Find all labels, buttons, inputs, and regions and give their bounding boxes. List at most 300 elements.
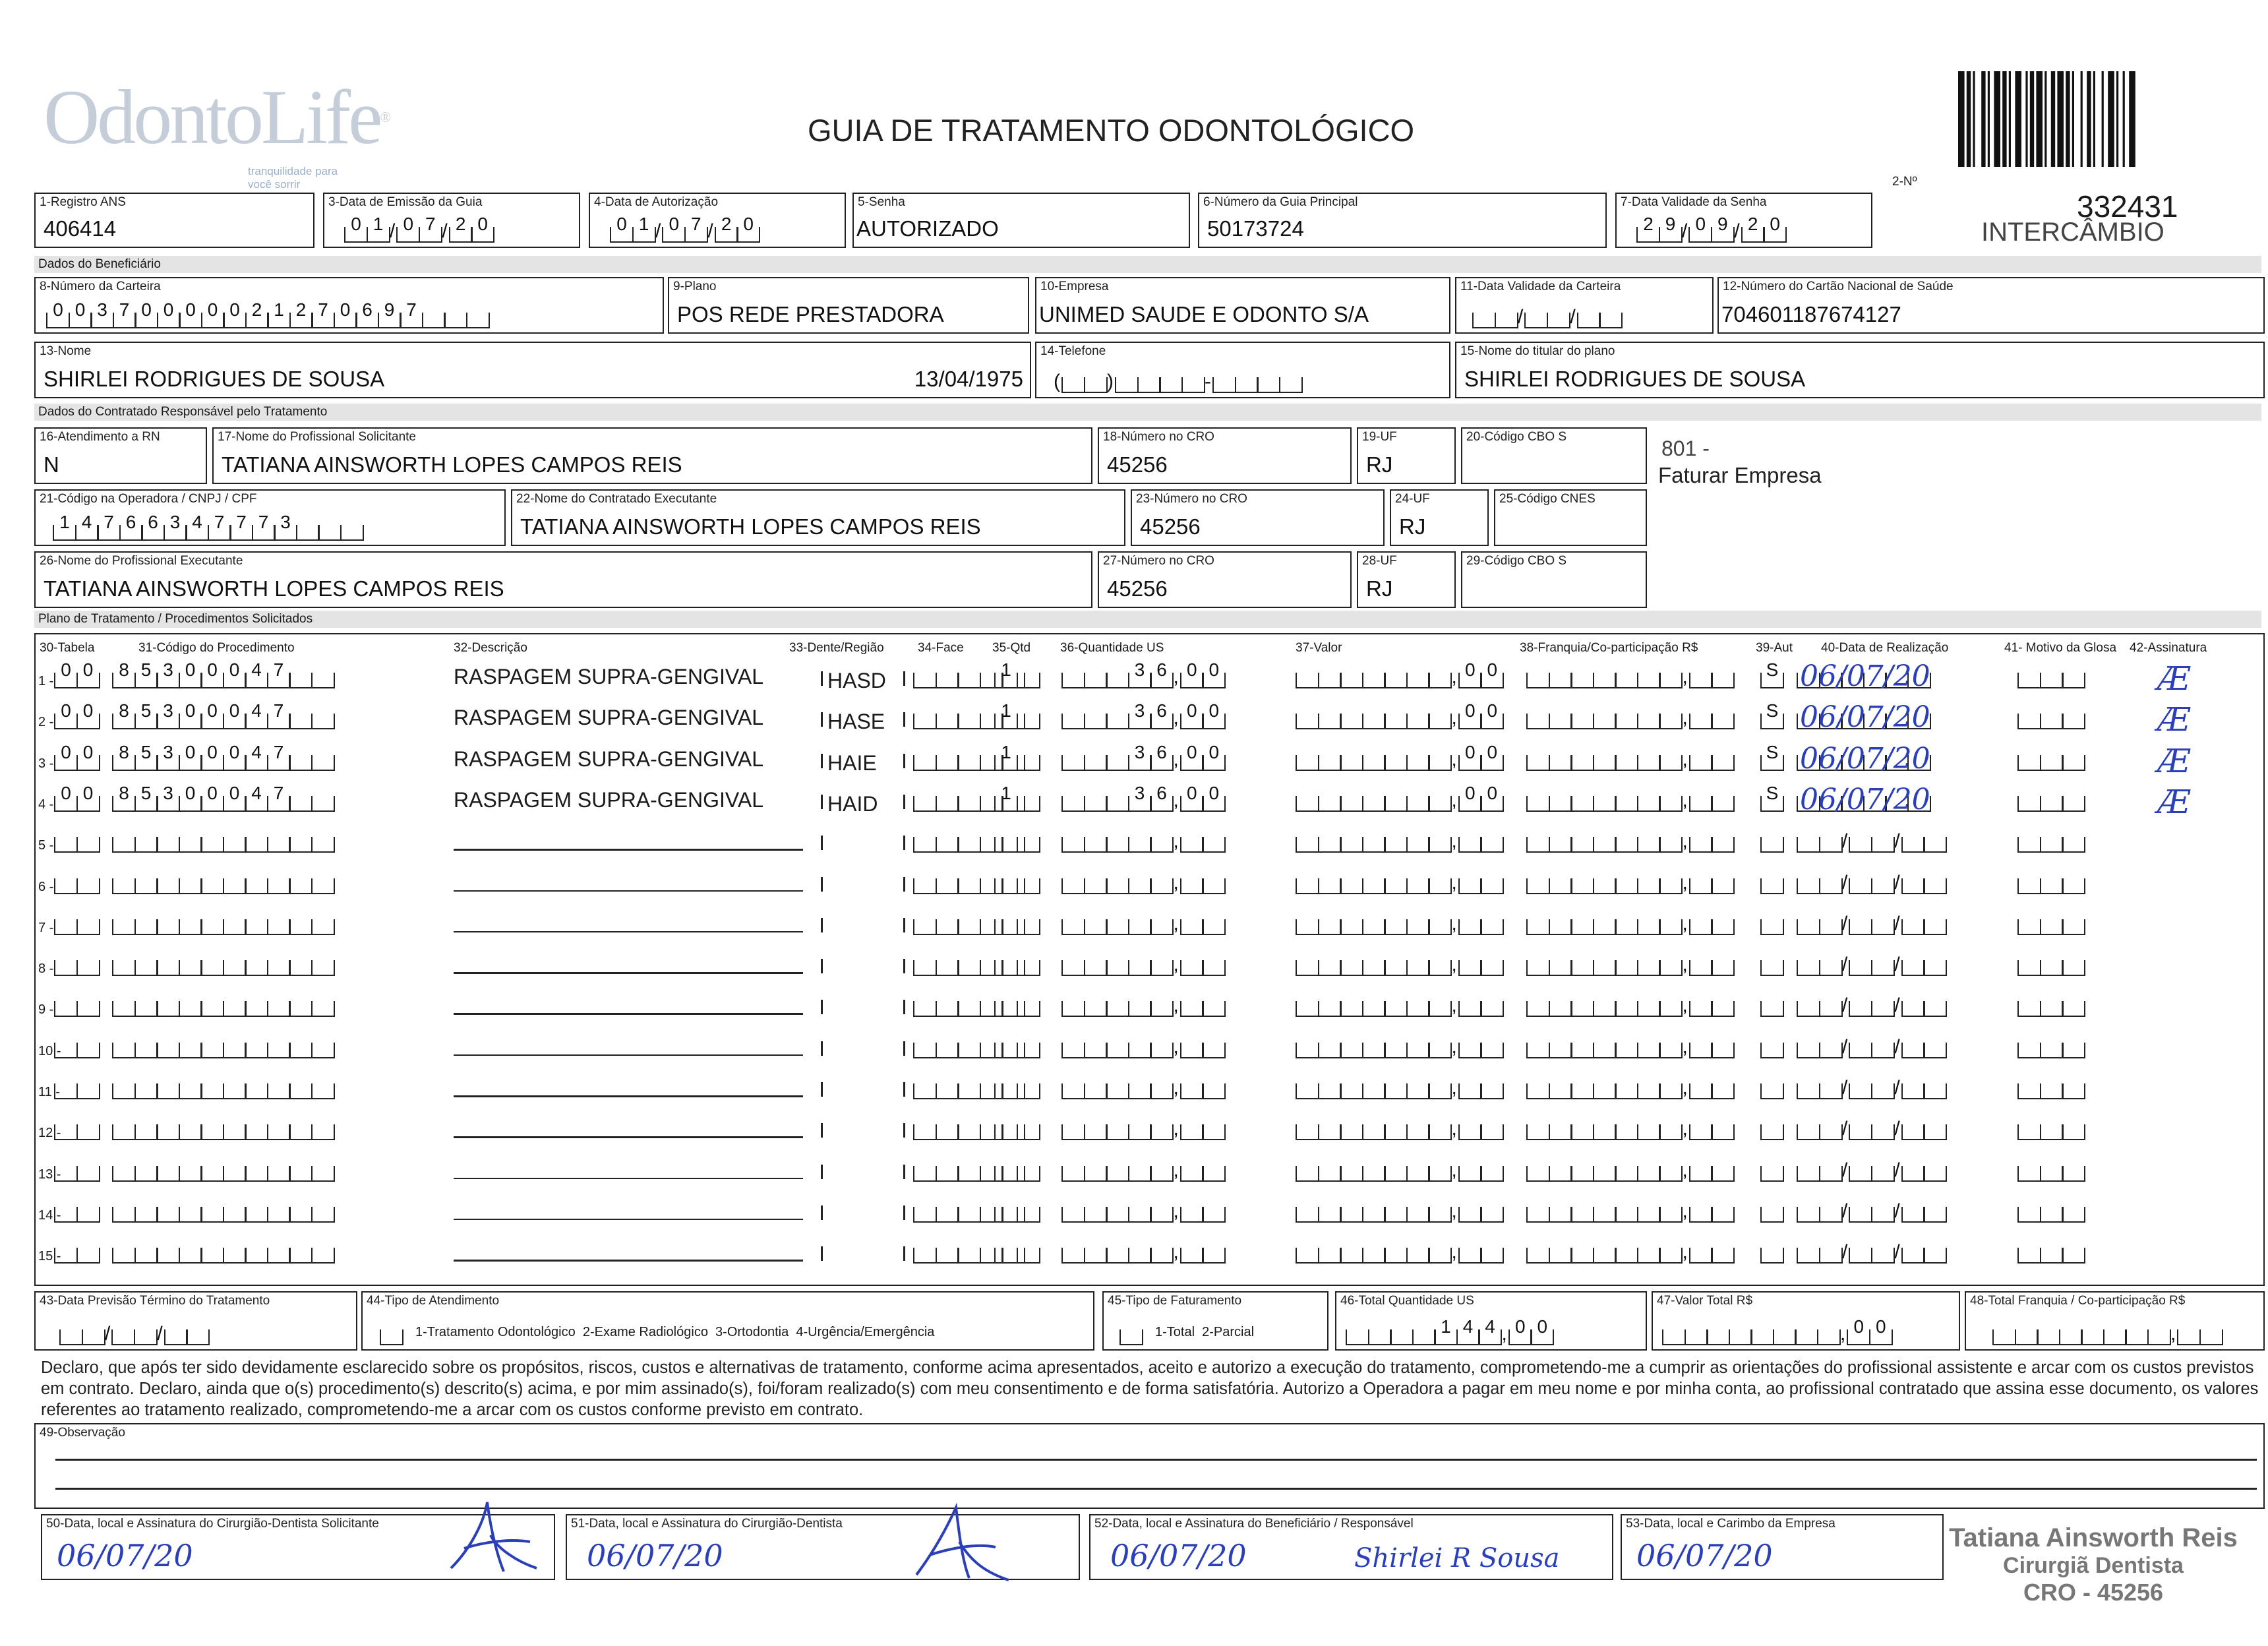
digit-cell (179, 1166, 202, 1182)
qtd-cells (994, 700, 1038, 729)
digit-cell (267, 1207, 291, 1223)
digit-cell: 7 (267, 755, 291, 771)
digit-cell (1017, 1083, 1040, 1099)
barcode-bar (2123, 71, 2125, 167)
digit-cell (1128, 1248, 1152, 1264)
digit-cell (76, 919, 100, 935)
digit-cell (1549, 1207, 1572, 1223)
data-cells: / / (1797, 1114, 1946, 1140)
digit-cell (54, 960, 78, 976)
digit-cell: 0 (76, 796, 100, 812)
digit-cell (1615, 755, 1638, 771)
digit-cell (2040, 1083, 2064, 1099)
tooth-region: HAIE (827, 750, 877, 775)
digit-cell (2017, 1124, 2041, 1140)
digit-cell (1923, 919, 1947, 935)
digit-cell (1180, 1001, 1204, 1017)
digit-cell (1340, 837, 1363, 853)
digit-cell: 7 (400, 313, 423, 328)
digit-cell: 0 (1847, 1329, 1870, 1345)
realization-date: 06/07/20 (1800, 700, 1930, 735)
qtd-cells (994, 868, 1038, 894)
digit-cell (1593, 919, 1617, 935)
franquia-cells: , (1526, 1073, 1733, 1099)
digit-cell (1760, 1248, 1784, 1264)
label: 43-Data Previsão Término do Tratamento (40, 1294, 270, 1308)
aut-cells (1760, 991, 1783, 1017)
digit-cell (179, 1001, 202, 1017)
beneficiary-signature: Shirlei R Sousa (1354, 1543, 1560, 1573)
header-valor: 37-Valor (1296, 641, 1342, 655)
codigo-cells (112, 991, 333, 1017)
barcode-bar (1958, 71, 1965, 167)
digit-cell (1296, 1124, 1319, 1140)
guide-number: 332431 (2077, 189, 2178, 224)
digit-cell (311, 1043, 335, 1058)
glosa-cells (2017, 909, 2084, 935)
procedure-description: RASPAGEM SUPRA-GENGIVAL (454, 747, 764, 771)
digit-cell: 6 (1150, 755, 1174, 771)
digit-cell (76, 1124, 100, 1140)
signature-mark: Æ (2157, 741, 2191, 780)
qtd-us-cells: , (1061, 950, 1224, 976)
valor-cells: , (1296, 1237, 1503, 1264)
digit-cell (1923, 1083, 1947, 1099)
digit-cell: 0 (223, 755, 247, 771)
digit-cell (200, 1043, 224, 1058)
digit-cell (223, 1207, 247, 1223)
digit-cell (1017, 960, 1040, 976)
digit-cell (200, 837, 224, 853)
digit-cell (1318, 796, 1342, 812)
digit-cell (1549, 673, 1572, 688)
digit-cell (1549, 919, 1572, 935)
aut-cells (1760, 659, 1783, 688)
digit-cell (289, 1207, 313, 1223)
digit-cell (1615, 919, 1638, 935)
digit-cell (1689, 755, 1713, 771)
field-empresa (1035, 277, 1450, 334)
digit-cell: 0 (1202, 796, 1226, 812)
digit-cell (913, 1166, 937, 1182)
digit-cell (2040, 1207, 2064, 1223)
digit-cell (289, 714, 313, 729)
label: 24-UF (1395, 492, 1430, 506)
tick (903, 1082, 905, 1097)
digit-cell (1340, 714, 1363, 729)
digit-cell (1202, 1248, 1226, 1264)
digit-cell (1711, 673, 1735, 688)
row-number: 6 - (38, 879, 54, 894)
digit-cell (1549, 960, 1572, 976)
digit-cell: 2 (1741, 227, 1765, 243)
tabela-cells (54, 1114, 98, 1140)
digit-cell (54, 1248, 78, 1264)
digit-cell (1202, 1043, 1226, 1058)
digit-cell (1458, 1124, 1482, 1140)
digit-cell (1406, 1207, 1430, 1223)
label: 17-Nome do Profissional Solicitante (218, 430, 416, 444)
field-validade-senha (1615, 193, 1872, 248)
digit-cell (1318, 714, 1342, 729)
label: 4-Data de Autorização (594, 195, 719, 209)
qtd-cells (994, 659, 1038, 688)
digit-cell (1362, 1207, 1386, 1223)
digit-cell (1384, 673, 1408, 688)
digit-cell: 0 (54, 796, 78, 812)
digit-cell (380, 1329, 403, 1345)
qtd-us-cells: , (1061, 1114, 1224, 1140)
digit-cell (2017, 837, 2041, 853)
digit-cell (1362, 1001, 1386, 1017)
digit-cell (134, 960, 158, 976)
tooth-region: HASE (827, 710, 885, 734)
digit-cell (1760, 837, 1784, 853)
row-number: 11 - (38, 1085, 60, 1099)
digit-cell (1318, 1248, 1342, 1264)
digit-cell: 1 (994, 673, 1018, 688)
digit-cell: 0 (54, 673, 78, 688)
digit-cell (1150, 1043, 1174, 1058)
digit-cell (223, 837, 247, 853)
digit-cell (1901, 1083, 1925, 1099)
digit-cell (1689, 1166, 1713, 1182)
digit-cell (267, 878, 291, 894)
digit-cell (913, 1248, 937, 1264)
tick (903, 918, 905, 932)
qtd-us-cells: , (1061, 826, 1224, 853)
digit-cell (957, 755, 981, 771)
digit-cell (1711, 1207, 1735, 1223)
digit-cell (1340, 755, 1363, 771)
field-contratado-executante (511, 489, 1125, 546)
digit-cell (2017, 796, 2041, 812)
digit-cell (1570, 755, 1594, 771)
signature-date: 06/07/20 (587, 1538, 723, 1573)
digit-cell (1137, 377, 1161, 393)
label: 45-Tipo de Faturamento (1108, 1294, 1242, 1308)
digit-cell (112, 878, 136, 894)
digit-cell (2040, 796, 2064, 812)
digit-cell (1106, 755, 1129, 771)
valor-cells: , (1296, 1073, 1503, 1099)
digit-cell (289, 1083, 313, 1099)
label: 51-Data, local e Assinatura do Cirurgião-Dentista (571, 1517, 843, 1531)
digit-cell (1106, 673, 1129, 688)
digit-cell (936, 1248, 959, 1264)
digit-cell (1819, 1083, 1843, 1099)
digit-cell (1061, 1166, 1085, 1182)
digit-cell (1362, 960, 1386, 976)
digit-cell (1593, 755, 1617, 771)
digit-cell (2017, 1166, 2041, 1182)
digit-cell (1549, 796, 1572, 812)
digit-cell (1202, 960, 1226, 976)
digit-cell (1615, 1166, 1638, 1182)
digit-cell (1797, 837, 1820, 853)
digit-cell (1384, 796, 1408, 812)
data-cells: / / (1797, 1032, 1946, 1058)
birth-date: 13/04/1975 (914, 367, 1023, 391)
digit-cell (1406, 1166, 1430, 1182)
digit-cell (76, 1043, 100, 1058)
digit-cell (1106, 1124, 1129, 1140)
digit-cell (1570, 1248, 1594, 1264)
digit-cell (1128, 837, 1152, 853)
digit-cell (2017, 1001, 2041, 1017)
tick (821, 1205, 823, 1220)
digit-cell (82, 1329, 105, 1345)
digit-cell (936, 796, 959, 812)
digit-cell (1061, 714, 1085, 729)
codigo-cells (112, 1237, 333, 1264)
digit-cell (994, 1166, 1018, 1182)
digit-cell (1428, 1248, 1452, 1264)
digit-cell (1526, 1001, 1550, 1017)
digit-cell (112, 1166, 136, 1182)
glosa-cells (2017, 991, 2084, 1017)
digit-cell: S (1760, 796, 1784, 812)
digit-cell (1202, 1001, 1226, 1017)
digit-cell (245, 1207, 268, 1223)
digit-cell (994, 1248, 1018, 1264)
label: 9-Plano (673, 280, 717, 293)
digit-cell (2017, 878, 2041, 894)
franquia-cells: , (1526, 745, 1733, 771)
digit-cell: 7 (252, 525, 276, 541)
digit-cell (1992, 1329, 2016, 1345)
digit-cell: 4 (1478, 1329, 1502, 1345)
digit-cell (1659, 1207, 1683, 1223)
field-total-franquia (1965, 1291, 2265, 1351)
digit-cell (1659, 1083, 1683, 1099)
digit-cell (1570, 796, 1594, 812)
digit-cell (1711, 1124, 1735, 1140)
digit-cell (1318, 1166, 1342, 1182)
label: 49-Observação (40, 1426, 125, 1440)
field-cro-27 (1098, 551, 1352, 608)
total-us-cells: 1 4 4 , 0 0 (1346, 1319, 1553, 1345)
digit-cell: 2 (1636, 227, 1660, 243)
digit-cell (200, 1248, 224, 1264)
digit-cell (1279, 377, 1303, 393)
digit-cell (2062, 796, 2085, 812)
digit-cell (112, 1124, 136, 1140)
digit-cell (1150, 1083, 1174, 1099)
digit-cell: 7 (113, 313, 136, 328)
digit-cell (1659, 878, 1683, 894)
digit-cell: 0 (76, 755, 100, 771)
digit-cell (1061, 796, 1085, 812)
codigo-cells (112, 909, 333, 935)
digit-cell (179, 1207, 202, 1223)
digit-cell (1615, 714, 1638, 729)
digit-cell (1524, 313, 1548, 328)
digit-cell (1615, 878, 1638, 894)
digit-cell (267, 1166, 291, 1182)
digit-cell (1428, 919, 1452, 935)
field-total-us (1335, 1291, 1647, 1351)
digit-cell (1428, 1124, 1452, 1140)
digit-cell (1106, 1001, 1129, 1017)
digit-cell (134, 919, 158, 935)
codigo-cells (112, 741, 333, 771)
form-title: GUIA DE TRATAMENTO ODONTOLÓGICO (808, 113, 1415, 148)
digit-cell (1689, 796, 1713, 812)
digit-cell: S (1760, 755, 1784, 771)
digit-cell (1637, 796, 1661, 812)
digit-cell (957, 919, 981, 935)
digit-cell (1128, 960, 1152, 976)
digit-cell (289, 1001, 313, 1017)
digit-cell (1711, 837, 1735, 853)
digit-cell (2103, 1329, 2127, 1345)
digit-cell (1871, 878, 1895, 894)
digit-cell (311, 919, 335, 935)
digit-cell (1760, 1043, 1784, 1058)
digit-cell (1659, 673, 1683, 688)
digit-cell (1711, 960, 1735, 976)
digit-cell (1180, 1083, 1204, 1099)
label: 6-Número da Guia Principal (1203, 195, 1358, 209)
digit-cell (1106, 1166, 1129, 1182)
field-uf-19 (1357, 427, 1456, 484)
digit-cell (1637, 1124, 1661, 1140)
digit-cell (1593, 1083, 1617, 1099)
digit-cell (936, 1207, 959, 1223)
field-valor-total (1652, 1291, 1960, 1351)
digit-cell (1340, 1083, 1363, 1099)
barcode-bar (2036, 71, 2043, 167)
digit-cell: 5 (134, 714, 158, 729)
digit-cell: 0 (76, 714, 100, 729)
digit-cell (1849, 919, 1872, 935)
data-cells: / / (1797, 868, 1946, 894)
digit-cell (1637, 878, 1661, 894)
digit-cell (54, 1043, 78, 1058)
franquia-cells: , (1526, 1196, 1733, 1223)
signature-mark: Æ (2157, 700, 2191, 739)
digit-cell (1017, 1001, 1040, 1017)
digit-cell (289, 960, 313, 976)
barcode-bar (2009, 71, 2011, 167)
digit-cell (2017, 673, 2041, 688)
digit-cell (2040, 919, 2064, 935)
digit-cell (1659, 1124, 1683, 1140)
digit-cell (1202, 878, 1226, 894)
qtd-us-cells: 3 6 , 0 0 (1061, 745, 1224, 771)
digit-cell (245, 960, 268, 976)
glosa-cells (2017, 868, 2084, 894)
digit-cell (1526, 878, 1550, 894)
digit-cell (112, 837, 136, 853)
aut-cells (1760, 1114, 1783, 1140)
digit-cell (1659, 1043, 1683, 1058)
digit-cell (1901, 878, 1925, 894)
digit-cell (1406, 755, 1430, 771)
digit-cell (289, 755, 313, 771)
label: 25-Código CNES (1499, 492, 1596, 506)
digit-cell (1296, 837, 1319, 853)
digit-cell (913, 960, 937, 976)
realization-date: 06/07/20 (1800, 782, 1930, 816)
digit-cell (1659, 796, 1683, 812)
valor-cells: , (1296, 950, 1503, 976)
digit-cell (1706, 1329, 1730, 1345)
valor-total-cells: , 0 0 (1662, 1319, 1891, 1345)
barcode-bar (2129, 71, 2135, 167)
digit-cell (1480, 1166, 1504, 1182)
digit-cell (311, 796, 335, 812)
digit-cell (1017, 755, 1040, 771)
digit-cell: 3 (156, 755, 180, 771)
header-descricao: 32-Descrição (454, 641, 527, 655)
digit-cell (2017, 755, 2041, 771)
date-cells: 2 9 / 0 9 / 2 0 (1636, 216, 1785, 243)
stamp-name: Tatiana Ainsworth Reis (1949, 1523, 2238, 1552)
digit-cell (223, 1248, 247, 1264)
header-face: 34-Face (918, 641, 964, 655)
description-line (454, 972, 803, 974)
codigo-cells (112, 700, 333, 729)
digit-cell (1017, 1207, 1040, 1223)
qtd-cells (994, 1155, 1038, 1182)
digit-cell (1458, 1248, 1482, 1264)
digit-cell (1428, 714, 1452, 729)
digit-cell (1296, 755, 1319, 771)
digit-cell (2040, 714, 2064, 729)
field-observacao (34, 1423, 2265, 1509)
header-qtd-us: 36-Quantidade US (1060, 641, 1164, 655)
digit-cell (2125, 1329, 2149, 1345)
tick (903, 1246, 905, 1261)
tabela-cells (54, 826, 98, 853)
digit-cell (1849, 1166, 1872, 1182)
digit-cell (311, 673, 335, 688)
row-number: 14 - (38, 1207, 61, 1223)
label: 27-Número no CRO (1103, 554, 1214, 568)
qtd-cells (994, 782, 1038, 812)
valor-cells: , (1296, 1155, 1503, 1182)
field-senha (852, 193, 1190, 248)
digit-cell (994, 837, 1018, 853)
digit-cell (1084, 960, 1108, 976)
digit-cell (1017, 1043, 1040, 1058)
digit-cell: 4 (185, 525, 209, 541)
value: SHIRLEI RODRIGUES DE SOUSA (44, 367, 385, 391)
label: 13-Nome (40, 344, 92, 358)
digit-cell (1871, 960, 1895, 976)
digit-cell (1593, 960, 1617, 976)
digit-cell (1406, 1083, 1430, 1099)
digit-cell (1458, 919, 1482, 935)
digit-cell (1750, 1329, 1774, 1345)
digit-cell (936, 878, 959, 894)
glosa-cells (2017, 1032, 2084, 1058)
date-cells: / / (59, 1319, 208, 1345)
digit-cell (2017, 1083, 2041, 1099)
digit-cell (994, 960, 1018, 976)
digit-cell (1711, 1001, 1735, 1017)
digit-cell (1318, 1043, 1342, 1058)
digit-cell: 1 (994, 755, 1018, 771)
value: 704601187674127 (1721, 302, 1901, 326)
digit-cell (164, 1329, 188, 1345)
digit-cell (1384, 755, 1408, 771)
digit-cell (1711, 919, 1735, 935)
digit-cell (913, 1083, 937, 1099)
digit-cell: 4 (75, 525, 99, 541)
